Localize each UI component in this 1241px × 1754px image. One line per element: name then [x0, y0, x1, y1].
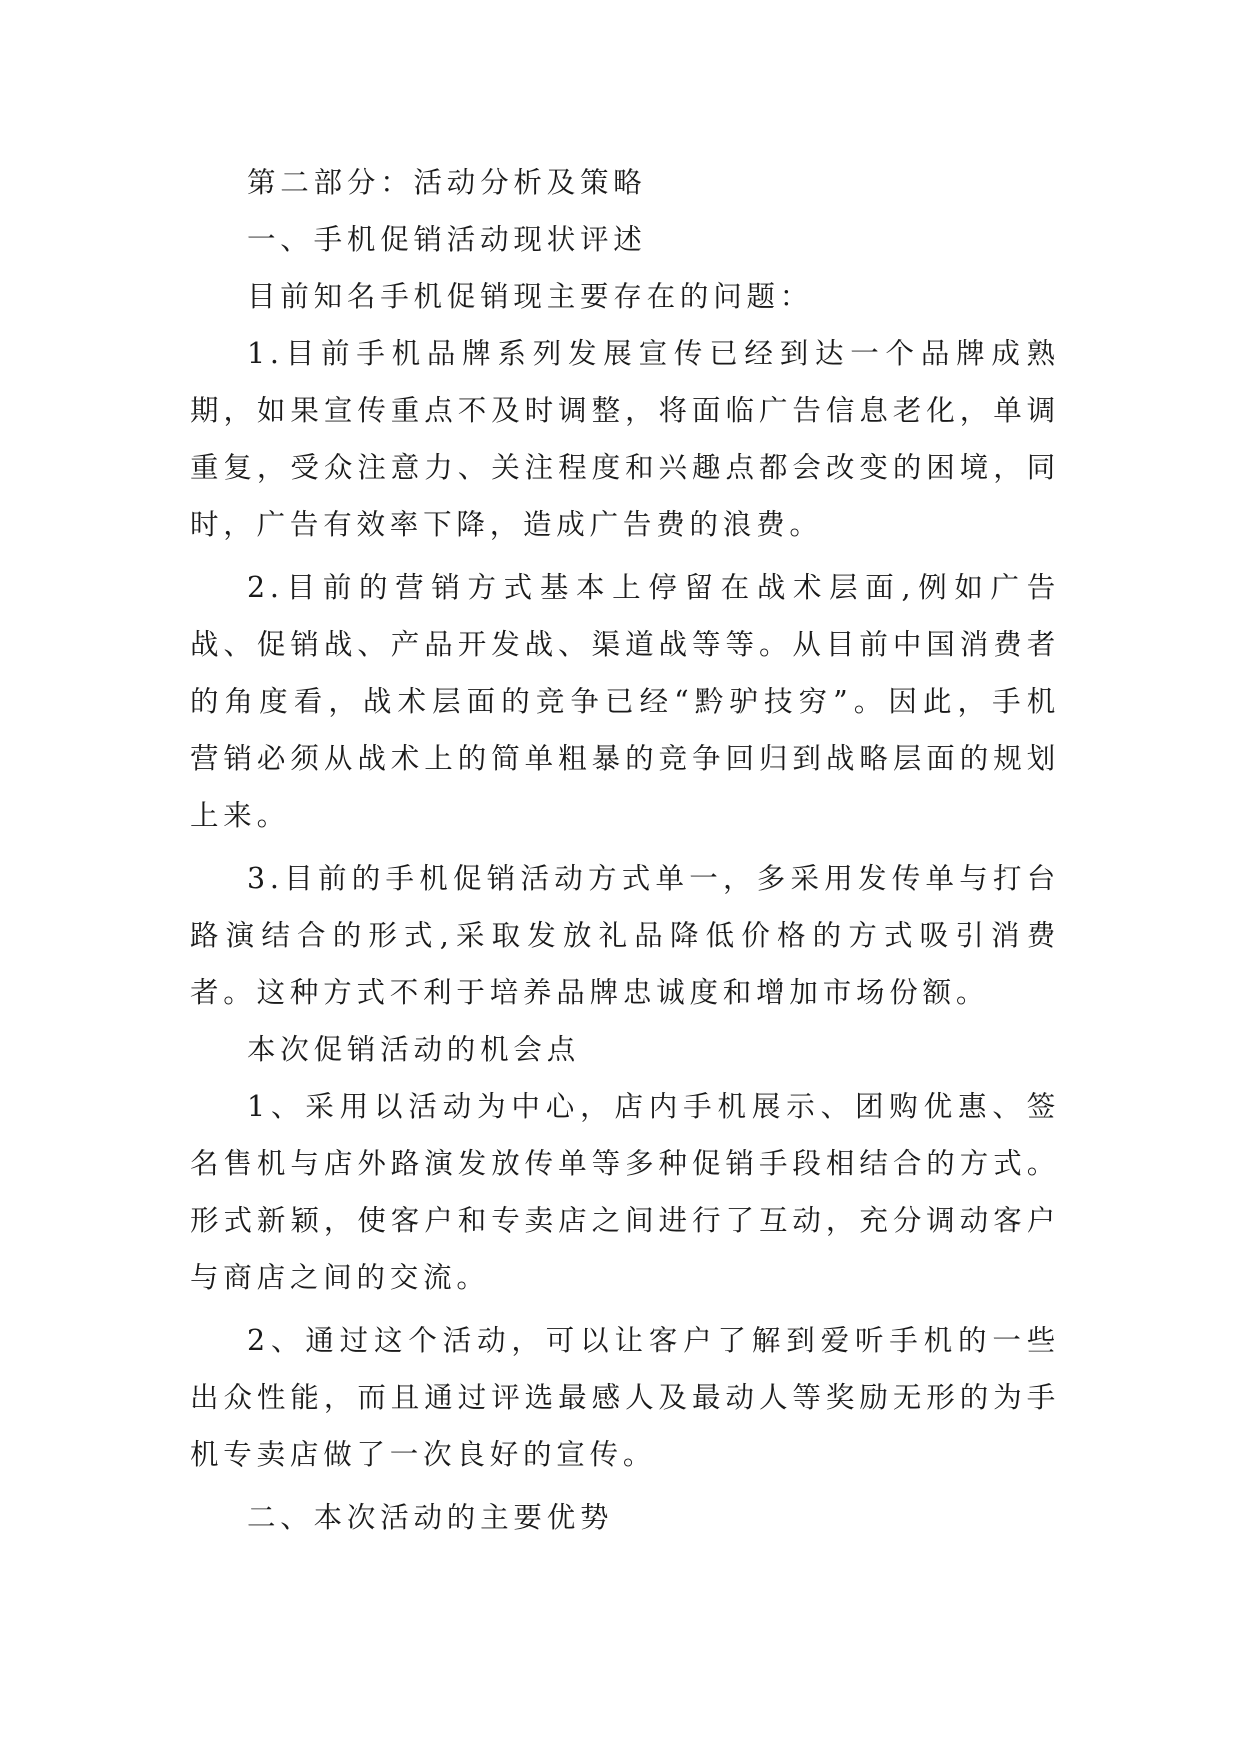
paragraph: 1、采用以活动为中心，店内手机展示、团购优惠、签名售机与店外路演发放传单等多种促销手段相结合的方式。形式新颖，使客户和专卖店之间进行了互动，充分调动客户与商店之间的交流。	[190, 1090, 1060, 1294]
paragraph: 3.目前的手机促销活动方式单一，多采用发传单与打台路演结合的形式,采取发放礼品降低价格的方式吸引消费者。这种方式不利于培养品牌忠诚度和增加市场份额。	[190, 862, 1060, 1009]
subsection-heading: 本次促销活动的机会点	[247, 1033, 581, 1066]
paragraph: 目前知名手机促销现主要存在的问题：	[247, 280, 814, 313]
paragraph: 2.目前的营销方式基本上停留在战术层面,例如广告战、促销战、产品开发战、渠道战等等。从目前中国消费者的角度看，战术层面的竞争已经“黔驴技穷”。因此，手机营销必须从战术上的简单粗暴的竞争回归到战略层面的规划上来。	[190, 571, 1060, 832]
subsection-heading: 二、本次活动的主要优势	[247, 1501, 614, 1534]
subsection-heading: 一、手机促销活动现状评述	[247, 223, 647, 256]
paragraph: 1.目前手机品牌系列发展宣传已经到达一个品牌成熟期，如果宣传重点不及时调整，将面临广告信息老化，单调重复，受众注意力、关注程度和兴趣点都会改变的困境，同时，广告有效率下降，造成广告费的浪费。	[190, 337, 1060, 541]
paragraph: 2、通过这个活动，可以让客户了解到爱听手机的一些出众性能，而且通过评选最感人及最动人等奖励无形的为手机专卖店做了一次良好的宣传。	[190, 1324, 1060, 1471]
document-body	[190, 154, 1060, 1546]
section-heading: 第二部分：活动分析及策略	[247, 166, 647, 199]
